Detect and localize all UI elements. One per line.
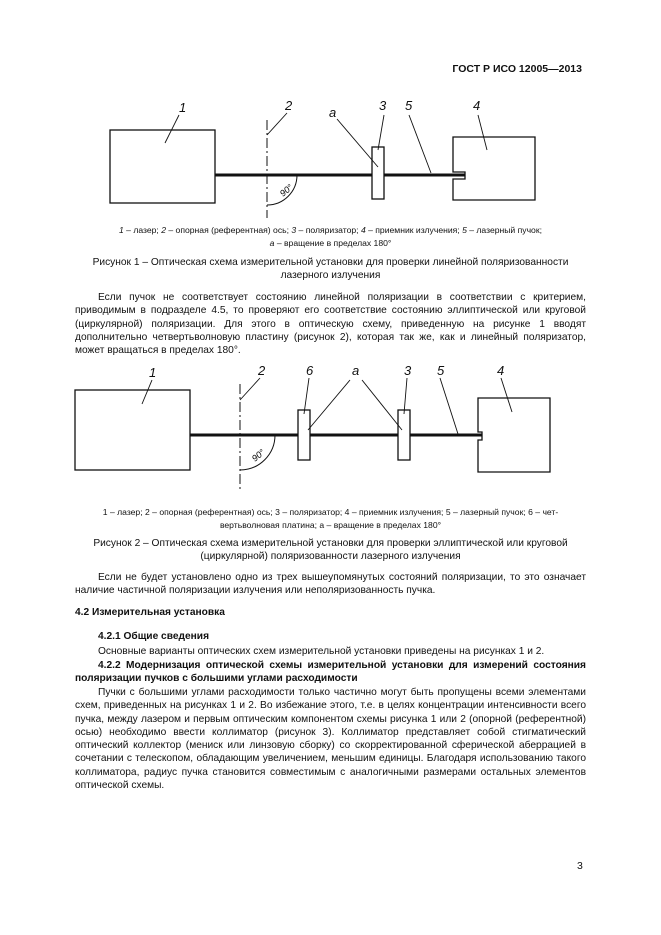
leader-6 (304, 378, 309, 414)
legend-text: – вращение в пределах 180° (274, 237, 392, 248)
label-6: 6 (306, 363, 314, 378)
leader-a-left (308, 380, 350, 430)
figure-1-diagram (95, 95, 575, 220)
section-4-2-heading: 4.2 Измерительная установка (75, 607, 225, 618)
figure-1-title-line-1: Рисунок 1 – Оптическая схема измерительной установки для проверки линейной поляризованности (92, 257, 569, 268)
label-5: 5 (437, 363, 445, 378)
paragraph-2: Если не будет установлено одно из трех вышеупомянутых состояний поляризации, то это означает наличие частичной поляризации излучения или неполяризованность пучка. (75, 572, 586, 597)
leader-a-right (362, 380, 402, 430)
polarizer (398, 410, 410, 460)
figure-2-legend-line-2: вертьволновая платина; a – вращение в пределах 180° (219, 519, 442, 530)
figure-1-legend (75, 224, 586, 249)
figure-2-title (40, 537, 621, 563)
legend-key: 4 (360, 225, 366, 235)
label-2: 2 (258, 363, 266, 378)
legend-text: – приемник излучения; (365, 225, 463, 235)
label-4: 4 (497, 363, 505, 378)
leader-1 (165, 115, 179, 143)
polarizer (372, 147, 384, 199)
leader-5 (440, 378, 458, 434)
laser-box (75, 390, 190, 470)
section-4-2-1-heading: 4.2.1 Общие сведения (98, 631, 210, 642)
label-3: 3 (404, 363, 412, 378)
legend-key: 2 (161, 225, 166, 235)
leader-3 (404, 378, 407, 414)
legend-key: 5 (462, 225, 467, 235)
leader-1 (142, 380, 152, 404)
document-code: ГОСТ Р ИСО 12005—2013 (452, 63, 582, 75)
detector-box (478, 398, 550, 472)
paragraph-1: Если пучок не соответствует состоянию линейной поляризации в соответствии с критерием, приводимым в подразделе 4.5, то проверяют его соответствие состоянию эллиптической или круговой (циркулярной) поляризации. Для этого в оптическую схему, приведенную на рисунке 1 вводят дополнительно четвертьволновую пластину (рисунок 2), которая так же, как и линейный поляризатор, может вращаться в пределах 180°. (75, 292, 586, 357)
legend-text: – опорная (референтная) ось; (166, 225, 292, 235)
angle-label: 90° (249, 447, 267, 464)
legend-text: – лазер; (123, 225, 162, 235)
figure-1-title-line-2: лазерного излучения (280, 270, 381, 281)
label-a: a (329, 105, 337, 120)
figure-1-title (40, 256, 621, 282)
figure-2-legend-line-1: 1 – лазер; 2 – опорная (референтная) ось; 3 – поляризатор; 4 – приемник излучения; 5 – лазерный пучок; 6 – чет- (102, 507, 559, 517)
figure-1-legend-line-1 (75, 224, 586, 237)
leader-4 (478, 115, 487, 150)
detector-box (453, 137, 535, 200)
paragraph-3: Основные варианты оптических схем измерительной установки приведены на рисунках 1 и 2. (98, 646, 545, 657)
label-3: 3 (379, 98, 387, 113)
label-4: 4 (473, 98, 481, 113)
section-4-2-2-heading: 4.2.2 Модернизация оптической схемы измерительной установки для измерений состояния поляризации пучков с большими углами расходимости (75, 660, 586, 685)
laser-box (110, 130, 215, 203)
label-a: a (352, 363, 360, 378)
leader-2 (267, 113, 287, 135)
label-1: 1 (179, 100, 187, 115)
legend-key: 3 (291, 225, 297, 235)
figure-2-legend (40, 506, 621, 531)
leader-3 (378, 115, 384, 150)
legend-key: 1 (119, 225, 124, 235)
quarter-wave-plate (298, 410, 310, 460)
legend-text: – поляризатор; (296, 225, 361, 235)
paragraph-4: Пучки с большими углами расходимости только частично могут быть пропущены всеми элементами схем, приведенных на рисунках 1 и 2. Во избежание этого, т.е. в целях концентрации интенсивности всего пучка, между лазером и первым оптическим компонентом схемы рисунка 1 или 2 (опорной (референтной) осью) необходимо ввести коллиматор (рисунок 3). Коллиматор представляет собой стигматический оптический коллектор (мениск или линзовую сборку) со скорректированной сферической аберрацией в сочетании с телескопом, обладающим увеличением, меньшим единицы. Благодаря использованию такого коллиматора, радиус пучка становится совместимым с аналогичными размерами остальных элементов оптической схемы. (75, 687, 586, 792)
angle-label: 90° (277, 182, 295, 199)
figure-2-diagram (60, 362, 570, 497)
figure-2-title-line-1: Рисунок 2 – Оптическая схема измерительной установки для проверки эллиптической или круговой (93, 538, 568, 549)
label-5: 5 (405, 98, 413, 113)
page-number: 3 (577, 860, 583, 872)
figure-2-title-line-2: (циркулярной) поляризованности лазерного излучения (200, 551, 461, 562)
legend-key: a (269, 237, 275, 248)
label-1: 1 (149, 365, 157, 380)
leader-4 (501, 378, 512, 412)
leader-5 (409, 115, 431, 173)
leader-2 (240, 378, 260, 400)
legend-text: – лазерный пучок; (466, 225, 542, 235)
leader-a (337, 119, 378, 167)
figure-1-legend-line-2 (75, 237, 586, 250)
label-2: 2 (285, 98, 293, 113)
